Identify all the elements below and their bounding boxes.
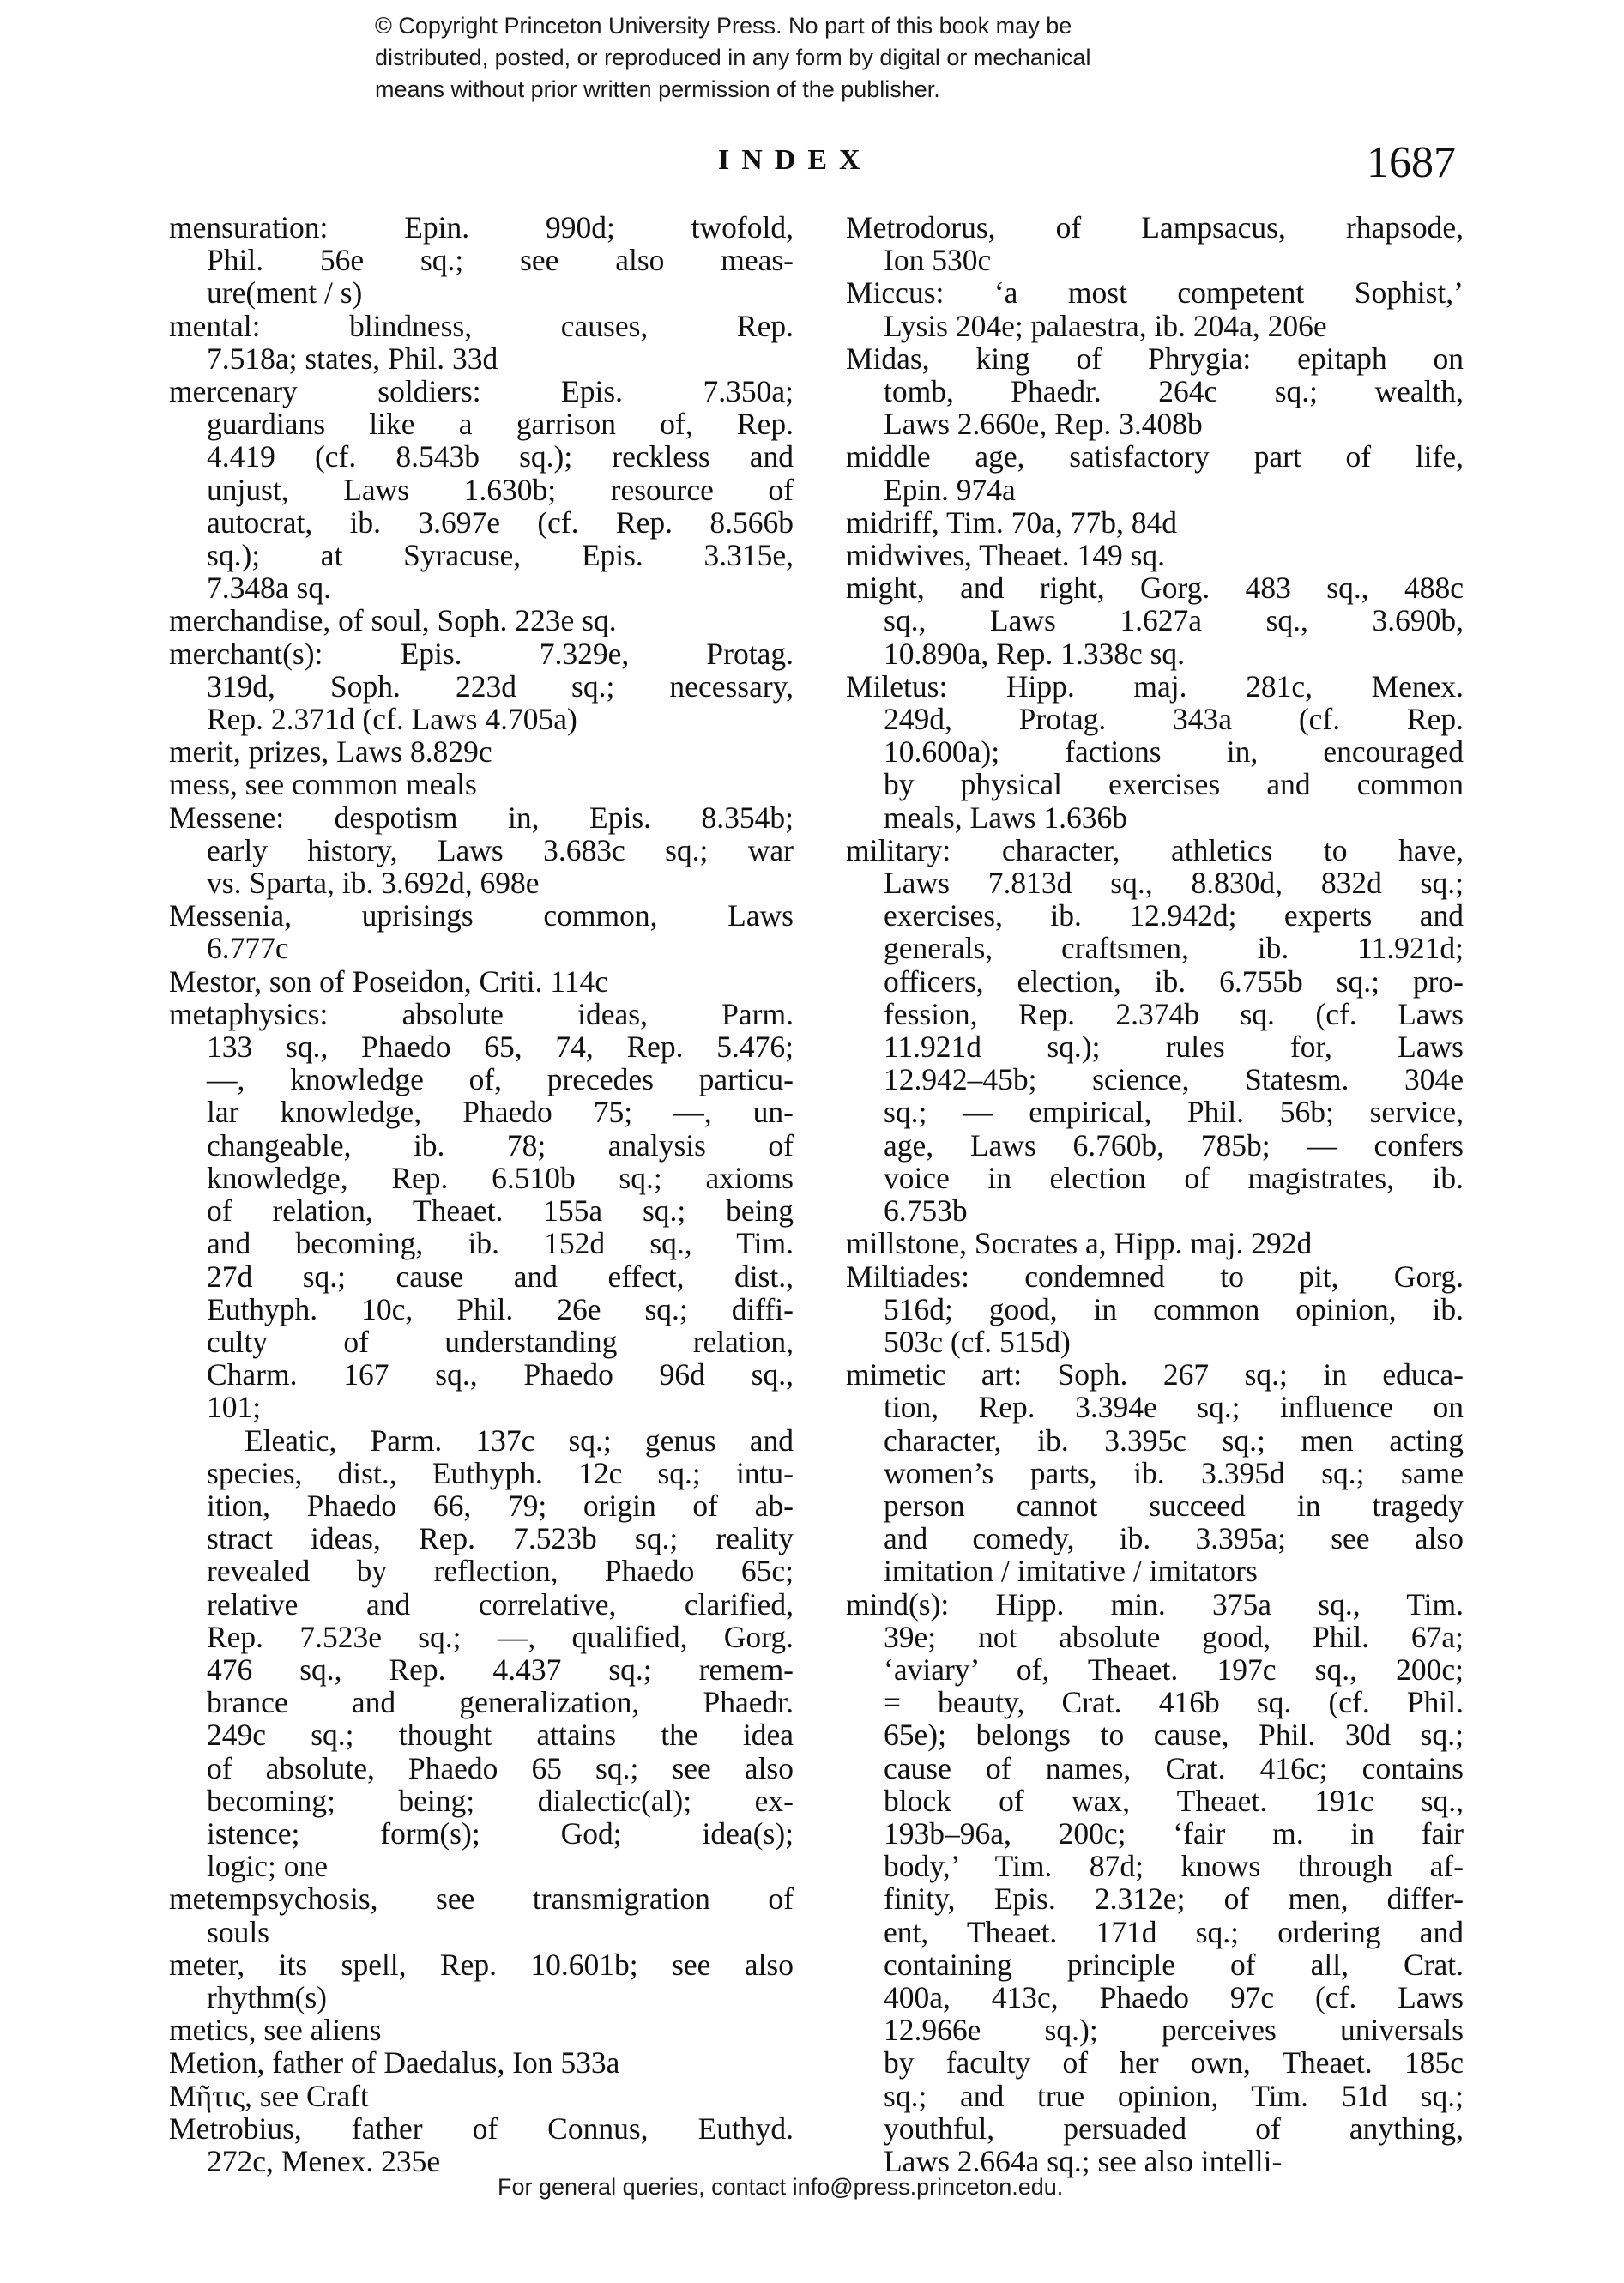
copyright-line: means without prior written permission of the publisher.	[375, 76, 940, 102]
index-column-left	[169, 211, 794, 2177]
index-entry-line: 249c sq.; thought attains the idea	[207, 1718, 794, 1753]
index-entry-line: 39e; not absolute good, Phil. 67a;	[884, 1619, 1464, 1654]
index-entry-line: merchant(s): Epis. 7.329e, Protag.	[169, 636, 794, 671]
index-entry-line: knowledge, Rep. 6.510b sq.; axioms	[207, 1160, 794, 1195]
index-entry-line: 503c (cf. 515d)	[884, 1324, 1071, 1359]
index-entry	[169, 604, 794, 637]
index-entry-line: 101;	[207, 1390, 262, 1425]
index-entry-line: 272c, Menex. 235e	[207, 2143, 441, 2178]
copyright-line: distributed, posted, or reproduced in any form by digital or mechanical	[375, 45, 1091, 70]
index-entry-line: Mestor, son of Poseidon, Criti. 114c	[169, 963, 608, 999]
index-entry-line: stract ideas, Rep. 7.523b sq.; reality	[207, 1521, 794, 1556]
index-entry-line: species, dist., Euthyph. 12c sq.; intu-	[207, 1455, 794, 1490]
index-entry-line: 7.518a; states, Phil. 33d	[207, 341, 498, 376]
index-entry-line: 476 sq., Rep. 4.437 sq.; remem-	[207, 1652, 794, 1687]
index-entry-line: 249d, Protag. 343a (cf. Rep.	[884, 702, 1464, 737]
index-entry	[169, 801, 794, 900]
index-entry-line: early history, Laws 3.683c sq.; war	[207, 832, 794, 867]
index-entry	[846, 1227, 1464, 1259]
index-entry-line: Miccus: ‘a most competent Sophist,’	[846, 275, 1464, 311]
index-entry-line: Miltiades: condemned to pit, Gorg.	[846, 1259, 1464, 1294]
index-entry	[846, 539, 1464, 571]
index-entry-line: metempsychosis, see transmigration of	[169, 1881, 794, 1917]
index-entry	[846, 440, 1464, 505]
index-entry-line: —, knowledge of, precedes particu-	[207, 1062, 794, 1097]
index-entry-line: 11.921d sq.); rules for, Laws	[884, 1030, 1464, 1065]
index-entry-line: imitation / imitative / imitators	[884, 1554, 1258, 1589]
index-entry-line: Metion, father of Daedalus, Ion 533a	[169, 2045, 620, 2081]
index-entry	[169, 2112, 794, 2177]
index-entry-line: Μῆτις, see Craft	[169, 2078, 369, 2113]
index-entry-line: vs. Sparta, ib. 3.692d, 698e	[207, 866, 540, 901]
index-entry-line: 193b–96a, 200c; ‘fair m. in fair	[884, 1815, 1464, 1851]
index-entry-line: 65e); belongs to cause, Phil. 30d sq.;	[884, 1718, 1464, 1753]
index-entry-line: lar knowledge, Phaedo 75; —, un-	[207, 1095, 794, 1130]
index-entry-line: youthful, persuaded of anything,	[884, 2111, 1464, 2146]
index-entry-line: of absolute, Phaedo 65 sq.; see also	[207, 1750, 794, 1785]
index-entry	[169, 2014, 794, 2046]
index-entry-line: merit, prizes, Laws 8.829c	[169, 734, 492, 770]
index-entry-line: mess, see common meals	[169, 767, 477, 802]
index-entry-line: mental: blindness, causes, Rep.	[169, 308, 794, 343]
index-entry-line: 10.600a); factions in, encouraged	[884, 734, 1464, 770]
index-entry-line: culty of understanding relation,	[207, 1324, 794, 1359]
index-entry	[169, 768, 794, 800]
index-entry	[169, 310, 794, 375]
index-entry-line: body,’ Tim. 87d; knows through af-	[884, 1849, 1464, 1884]
page-number: 1687	[1367, 138, 1456, 187]
index-entry-line: Laws 2.660e, Rep. 3.408b	[884, 407, 1203, 442]
index-entry-line: and becoming, ib. 152d sq., Tim.	[207, 1226, 794, 1261]
index-entry-line: Metrodorus, of Lampsacus, rhapsode,	[846, 210, 1464, 245]
index-entry-line: tomb, Phaedr. 264c sq.; wealth,	[884, 374, 1464, 409]
index-entry-line: mensuration: Epin. 990d; twofold,	[169, 210, 794, 245]
index-entry-line: 400a, 413c, Phaedo 97c (cf. Laws	[884, 1979, 1464, 2014]
index-entry	[169, 899, 794, 964]
index-entry	[846, 834, 1464, 1227]
index-entry-line: 319d, Soph. 223d sq.; necessary,	[207, 668, 794, 704]
index-entry-line: fession, Rep. 2.374b sq. (cf. Laws	[884, 996, 1464, 1031]
index-entry-line: metics, see aliens	[169, 2013, 382, 2048]
index-entry-line: guardians like a garrison of, Rep.	[207, 407, 794, 442]
index-entry	[169, 998, 794, 1424]
index-entry-line: Miletus: Hipp. maj. 281c, Menex.	[846, 668, 1464, 704]
index-entry-line: finity, Epis. 2.312e; of men, differ-	[884, 1881, 1464, 1917]
index-entry	[169, 1948, 794, 2014]
index-entry	[846, 342, 1464, 441]
index-entry	[846, 506, 1464, 539]
footer-contact: For general queries, contact info@press.princeton.edu.	[498, 2174, 1064, 2200]
index-entry-line: Metrobius, father of Connus, Euthyd.	[169, 2111, 794, 2146]
index-entry-line: millstone, Socrates a, Hipp. maj. 292d	[846, 1226, 1313, 1261]
index-entry-line: Messenia, uprisings common, Laws	[169, 898, 794, 933]
index-entry-line: sq.; and true opinion, Tim. 51d sq.;	[884, 2078, 1464, 2113]
index-entry-line: officers, election, ib. 6.755b sq.; pro-	[884, 963, 1464, 999]
index-entry-line: changeable, ib. 78; analysis of	[207, 1127, 794, 1163]
index-entry-line: revealed by reflection, Phaedo 65c;	[207, 1554, 794, 1589]
index-entry	[846, 1588, 1464, 2178]
index-entry-line: block of wax, Theaet. 191c sq.,	[884, 1783, 1464, 1818]
index-entry-line: autocrat, ib. 3.697e (cf. Rep. 8.566b	[207, 504, 794, 540]
index-entry-line: Rep. 7.523e sq.; —, qualified, Gorg.	[207, 1619, 794, 1654]
index-entry-line: metaphysics: absolute ideas, Parm.	[169, 996, 794, 1031]
index-entry	[846, 670, 1464, 834]
index-entry-line: cause of names, Crat. 416c; contains	[884, 1750, 1464, 1785]
index-entry-line: containing principle of all, Crat.	[884, 1947, 1464, 1982]
index-entry-line: unjust, Laws 1.630b; resource of	[207, 472, 794, 507]
index-entry-line: rhythm(s)	[207, 1979, 328, 2014]
index-entry-line: Euthyph. 10c, Phil. 26e sq.; diffi-	[207, 1291, 794, 1326]
index-entry	[169, 2046, 794, 2079]
index-entry	[169, 375, 794, 604]
index-entry-line: women’s parts, ib. 3.395d sq.; same	[884, 1455, 1464, 1490]
index-entry-line: Midas, king of Phrygia: epitaph on	[846, 341, 1464, 376]
index-entry	[846, 1260, 1464, 1359]
index-entry-line: Eleatic, Parm. 137c sq.; genus and	[245, 1422, 794, 1458]
index-entry-line: relative and correlative, clarified,	[207, 1586, 794, 1622]
index-entry-line: age, Laws 6.760b, 785b; — confers	[884, 1127, 1464, 1163]
index-entry-line: 4.419 (cf. 8.543b sq.); reckless and	[207, 439, 794, 474]
index-entry	[846, 211, 1464, 276]
index-entry-line: = beauty, Crat. 416b sq. (cf. Phil.	[884, 1685, 1464, 1720]
index-entry-line: Laws 7.813d sq., 8.830d, 832d sq.;	[884, 866, 1464, 901]
index-entry-line: souls	[207, 1914, 269, 1949]
copyright-line: © Copyright Princeton University Press. No part of this book may be	[375, 13, 1072, 39]
index-entry-line: ition, Phaedo 66, 79; origin of ab-	[207, 1488, 794, 1523]
index-entry-line: ‘aviary’ of, Theaet. 197c sq., 200c;	[884, 1652, 1464, 1687]
index-entry-line: and comedy, ib. 3.395a; see also	[884, 1521, 1464, 1556]
index-entry-line: 133 sq., Phaedo 65, 74, Rep. 5.476;	[207, 1030, 794, 1065]
index-entry-line: voice in election of magistrates, ib.	[884, 1160, 1464, 1195]
index-entry-line: Charm. 167 sq., Phaedo 96d sq.,	[207, 1357, 794, 1392]
index-entry-line: mercenary soldiers: Epis. 7.350a;	[169, 374, 794, 409]
index-entry-line: Lysis 204e; palaestra, ib. 204a, 206e	[884, 308, 1327, 343]
index-entry-line: Ion 530c	[884, 243, 992, 278]
index-entry-line: might, and right, Gorg. 483 sq., 488c	[846, 571, 1464, 606]
index-entry-line: by physical exercises and common	[884, 767, 1464, 802]
index-entry	[846, 1358, 1464, 1587]
index-entry-line: meter, its spell, Rep. 10.601b; see also	[169, 1947, 794, 1982]
index-entry-line: military: character, athletics to have,	[846, 832, 1464, 867]
index-entry	[846, 571, 1464, 670]
index-entry-line: 7.348a sq.	[207, 571, 331, 606]
index-entry-line: brance and generalization, Phaedr.	[207, 1685, 794, 1720]
index-entry-line: meals, Laws 1.636b	[884, 800, 1127, 835]
index-entry-line: sq.); at Syracuse, Epis. 3.315e,	[207, 538, 794, 573]
index-entry-line: of relation, Theaet. 155a sq.; being	[207, 1193, 794, 1229]
index-entry-line: merchandise, of soul, Soph. 223e sq.	[169, 603, 617, 638]
running-head	[169, 137, 1456, 189]
index-entry-line: 12.942–45b; science, Statesm. 304e	[884, 1062, 1464, 1097]
index-entry-line: Rep. 2.371d (cf. Laws 4.705a)	[207, 702, 577, 737]
index-entry	[169, 1882, 794, 1948]
index-entry-line: ure(ment / s)	[207, 275, 363, 311]
index-entry-line: middle age, satisfactory part of life,	[846, 439, 1464, 474]
index-entry-line: mind(s): Hipp. min. 375a sq., Tim.	[846, 1586, 1464, 1622]
index-entry	[169, 2080, 794, 2112]
index-entry-line: logic; one	[207, 1849, 328, 1884]
copyright-notice	[375, 10, 1216, 106]
index-entry-line: becoming; being; dialectic(al); ex-	[207, 1783, 794, 1818]
index-entry-line: exercises, ib. 12.942d; experts and	[884, 898, 1464, 933]
index-entry-line: 10.890a, Rep. 1.338c sq.	[884, 636, 1186, 671]
index-entry-line: character, ib. 3.395c sq.; men acting	[884, 1422, 1464, 1458]
page-title: INDEX	[718, 144, 872, 176]
index-column-right	[846, 211, 1464, 2177]
index-entry-line: Epin. 974a	[884, 472, 1016, 507]
index-entry-line: istence; form(s); God; idea(s);	[207, 1815, 794, 1851]
index-entry	[846, 276, 1464, 341]
index-entry-line: 27d sq.; cause and effect, dist.,	[207, 1259, 794, 1294]
index-entry-line: Laws 2.664a sq.; see also intelli-	[884, 2143, 1283, 2178]
index-entry-line: 516d; good, in common opinion, ib.	[884, 1291, 1464, 1326]
index-entry	[169, 965, 794, 998]
index-entry-line: tion, Rep. 3.394e sq.; influence on	[884, 1390, 1464, 1425]
index-entry-line: ent, Theaet. 171d sq.; ordering and	[884, 1914, 1464, 1949]
index-entry-line: 12.966e sq.); perceives universals	[884, 2013, 1464, 2048]
index-entry	[169, 211, 794, 310]
index-entry-line: sq., Laws 1.627a sq., 3.690b,	[884, 603, 1464, 638]
index-entry-line: Phil. 56e sq.; see also meas-	[207, 243, 794, 278]
index-entry-line: person cannot succeed in tragedy	[884, 1488, 1464, 1523]
index-entry-line: 6.777c	[207, 931, 289, 966]
index-entry-line: mimetic art: Soph. 267 sq.; in educa-	[846, 1357, 1464, 1392]
index-entry-line: 6.753b	[884, 1193, 968, 1229]
index-entry-line: generals, craftsmen, ib. 11.921d;	[884, 931, 1464, 966]
index-entry-line: Messene: despotism in, Epis. 8.354b;	[169, 800, 794, 835]
index-entry-line: sq.; — empirical, Phil. 56b; service,	[884, 1095, 1464, 1130]
index-entry	[169, 1424, 794, 1883]
index-entry	[169, 637, 794, 736]
index-entry-line: by faculty of her own, Theaet. 185c	[884, 2045, 1464, 2081]
index-entry-line: midwives, Theaet. 149 sq.	[846, 538, 1166, 573]
index-entry-line: midriff, Tim. 70a, 77b, 84d	[846, 504, 1177, 540]
index-entry	[169, 735, 794, 768]
